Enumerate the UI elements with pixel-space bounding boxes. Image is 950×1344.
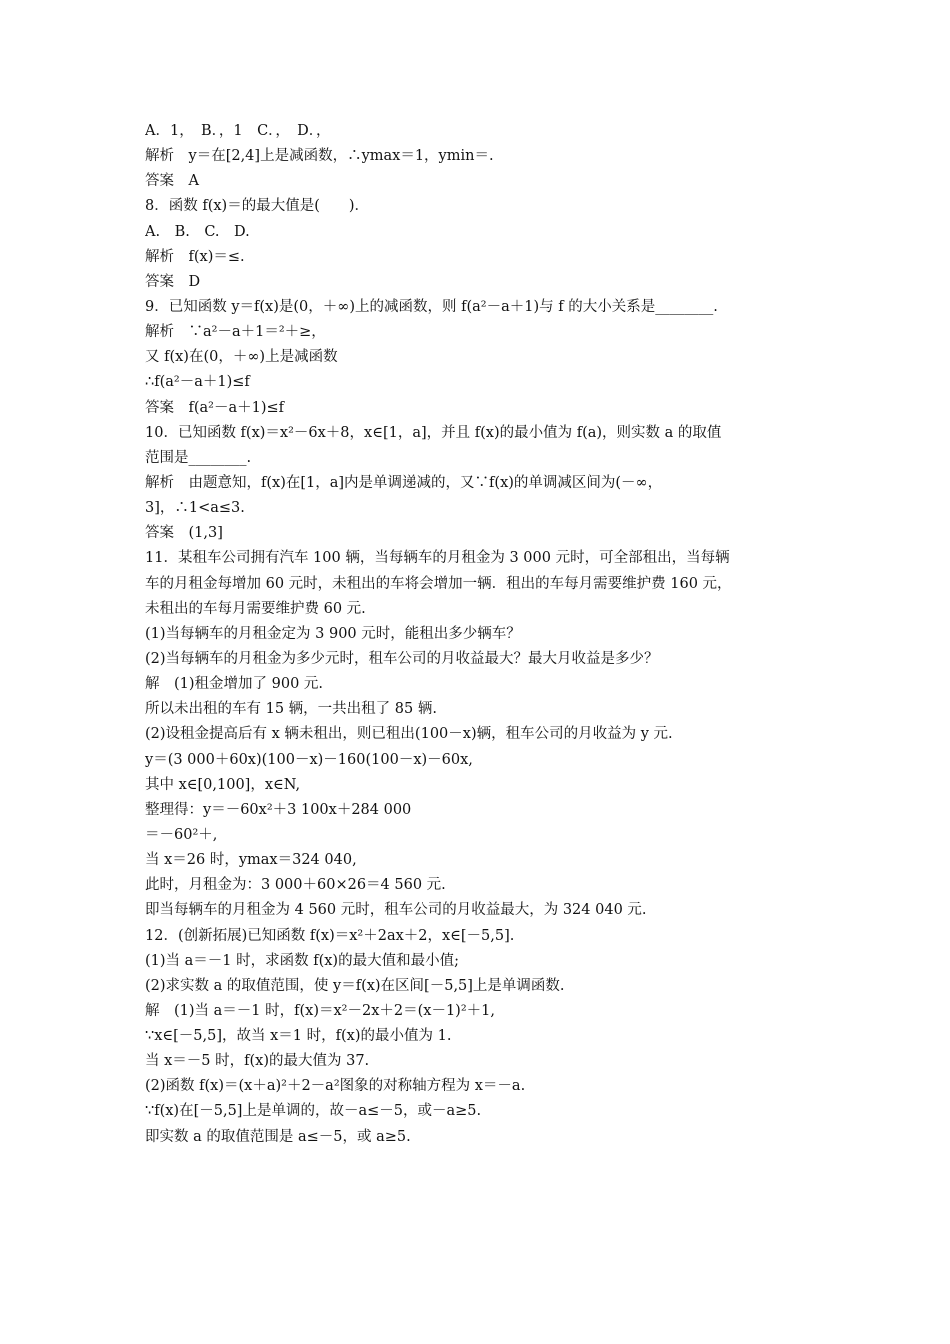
text-line: 解 (1)当 a＝－1 时，f(x)＝x²－2x＋2＝(x－1)²＋1, — [145, 1002, 495, 1019]
text-line: 未租出的车每月需要维护费 60 元. — [145, 600, 366, 617]
text-line: 此时，月租金为：3 000＋60×26＝4 560 元. — [145, 877, 446, 894]
text-line: 所以未出租的车有 15 辆，一共出租了 85 辆. — [145, 701, 437, 718]
text-line: (2)当每辆车的月租金为多少元时，租车公司的月收益最大？最大月收益是多少？ — [145, 650, 659, 667]
text-line: 整理得：y＝－60x²＋3 100x＋284 000 — [145, 801, 412, 818]
text-line: (1)当每辆车的月租金定为 3 900 元时，能租出多少辆车？ — [145, 625, 521, 642]
text-line: (2)设租金提高后有 x 辆未租出，则已租出(100－x)辆，租车公司的月收益为 y 元. — [145, 726, 673, 743]
text-line: ∴f(a²－a＋1)≤f — [145, 374, 250, 391]
text-line: 解 (1)租金增加了 900 元. — [145, 676, 324, 693]
text-line: 10．已知函数 f(x)＝x²－6x＋8，x∈[1，a]，并且 f(x)的最小值为 f(a)，则实数 a 的取值 — [145, 424, 722, 441]
text-line: 解析 由题意知，f(x)在[1，a]内是单调递减的，又∵f(x)的单调减区间为(－∞， — [145, 474, 663, 491]
text-line: 解析 y＝在[2,4]上是减函数，∴ymax＝1，ymin＝. — [145, 148, 494, 165]
text-line: 答案 (1,3] — [145, 525, 223, 542]
text-line: 其中 x∈[0,100]，x∈N, — [145, 776, 301, 793]
text-line: 8．函数 f(x)＝的最大值是( )． — [145, 198, 370, 215]
text-line: 11．某租车公司拥有汽车 100 辆，当每辆车的月租金为 3 000 元时，可全部租出，当每辆 — [145, 550, 730, 567]
text-line: 又 f(x)在(0，＋∞)上是减函数 — [145, 349, 338, 366]
text-line: 范围是________. — [145, 449, 252, 466]
text-line: 3]，∴1<a≤3. — [145, 500, 245, 517]
text-line: (2)求实数 a 的取值范围，使 y＝f(x)在区间[－5,5]上是单调函数. — [145, 977, 565, 994]
text-line: A. B. C. D. — [145, 223, 250, 240]
text-line: A．1， B．，1 C．， D．， — [145, 123, 331, 139]
text-line: ∵x∈[－5,5]，故当 x＝1 时，f(x)的最小值为 1. — [145, 1028, 452, 1045]
text-line: 即当每辆车的月租金为 4 560 元时，租车公司的月收益最大，为 324 040 元. — [145, 902, 647, 919]
text-line: 9．已知函数 y＝f(x)是(0，＋∞)上的减函数，则 f(a²－a＋1)与 f 的大小关系是________. — [145, 298, 718, 315]
text-line: (1)当 a＝－1 时，求函数 f(x)的最大值和最小值; — [145, 952, 459, 969]
text-line: 解析 f(x)＝≤. — [145, 248, 245, 265]
text-line: ∵f(x)在[－5,5]上是单调的，故－a≤－5，或－a≥5. — [145, 1103, 482, 1120]
text-line: 解析 ∵a²－a＋1＝²＋≥， — [145, 324, 326, 341]
text-line: 答案 A — [145, 173, 199, 190]
text-line: y＝(3 000＋60x)(100－x)－160(100－x)－60x, — [145, 751, 473, 768]
text-line: ＝－60²＋, — [145, 826, 218, 843]
text-line: 答案 D — [145, 273, 201, 290]
text-line: 车的月租金每增加 60 元时，未租出的车将会增加一辆．租出的车每月需要维护费 160 元， — [145, 575, 732, 592]
text-line: 即实数 a 的取值范围是 a≤－5，或 a≥5. — [145, 1128, 411, 1145]
text-line: 答案 f(a²－a＋1)≤f — [145, 399, 285, 416]
text-line: 12．(创新拓展)已知函数 f(x)＝x²＋2ax＋2，x∈[－5,5]. — [145, 927, 515, 944]
document-body — [145, 119, 825, 1150]
text-line: (2)函数 f(x)＝(x＋a)²＋2－a²图象的对称轴方程为 x＝－a. — [145, 1078, 526, 1095]
text-line: 当 x＝－5 时，f(x)的最大值为 37. — [145, 1053, 370, 1070]
text-line: 当 x＝26 时，ymax＝324 040, — [145, 852, 357, 869]
